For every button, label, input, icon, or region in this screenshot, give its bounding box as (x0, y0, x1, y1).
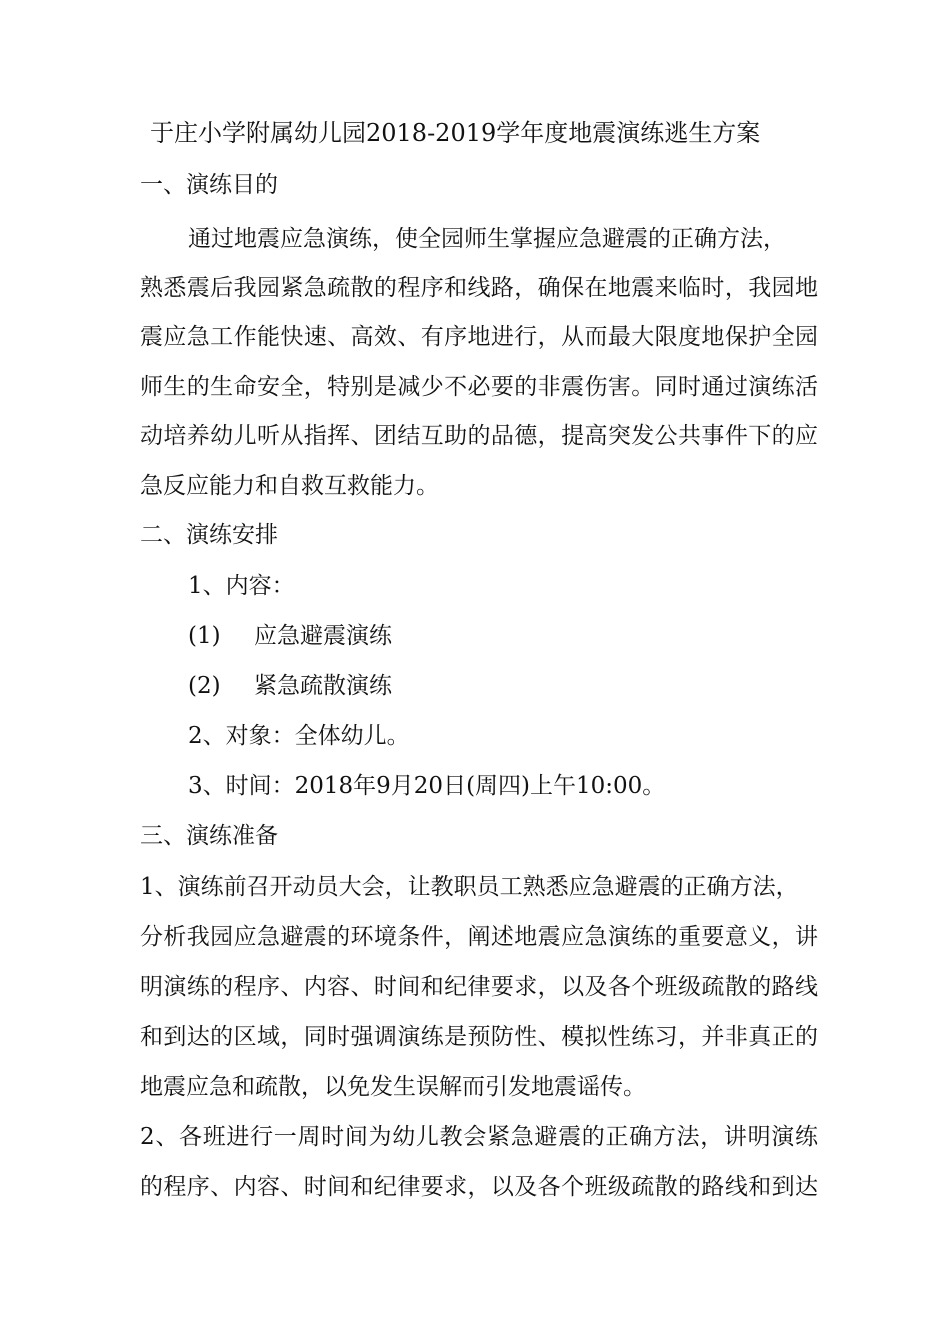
section1-para-line: 师生的生命安全，特别是减少不必要的非震伤害。同时通过演练活 (140, 374, 818, 400)
section1-para-line: 震应急工作能快速、高效、有序地进行，从而最大限度地保护全园 (140, 324, 818, 350)
section2-heading: 二、演练安排 (140, 522, 278, 548)
section3-item1-line: 和到达的区域，同时强调演练是预防性、模拟性练习，并非真正的 (140, 1024, 818, 1050)
target-line: 2、对象：全体幼儿。 (188, 723, 410, 749)
section3-item1-line: 明演练的程序、内容、时间和纪律要求，以及各个班级疏散的路线 (140, 974, 818, 1000)
section3-item1-line: 1、演练前召开动员大会，让教职员工熟悉应急避震的正确方法， (140, 874, 799, 900)
list-item-number: (2) (188, 673, 221, 699)
section3-heading: 三、演练准备 (140, 823, 278, 849)
list-item-text: 紧急疏散演练 (254, 673, 392, 699)
section1-heading: 一、演练目的 (140, 172, 278, 198)
section1-para-line: 动培养幼儿听从指挥、团结互助的品德，提高突发公共事件下的应 (140, 423, 818, 449)
time-line: 3、时间：2018年9月20日(周四)上午10:00。 (188, 773, 666, 799)
list-item-text: 应急避震演练 (254, 623, 392, 649)
content-label: 1、内容： (188, 573, 295, 599)
list-item-number: (1) (188, 623, 221, 649)
section3-item1-line: 分析我园应急避震的环境条件，阐述地震应急演练的重要意义，讲 (140, 924, 818, 950)
document-title: 于庄小学附属幼儿园2018-2019学年度地震演练逃生方案 (150, 119, 761, 147)
section1-para-line: 熟悉震后我园紧急疏散的程序和线路，确保在地震来临时，我园地 (140, 275, 818, 301)
section1-para-line: 急反应能力和自救互救能力。 (140, 473, 439, 499)
section3-item2-line: 2、各班进行一周时间为幼儿教会紧急避震的正确方法，讲明演练 (140, 1124, 818, 1150)
section1-para-line: 通过地震应急演练，使全园师生掌握应急避震的正确方法， (188, 226, 786, 252)
section3-item2-line: 的程序、内容、时间和纪律要求，以及各个班级疏散的路线和到达 (140, 1174, 818, 1200)
section3-item1-line: 地震应急和疏散，以免发生误解而引发地震谣传。 (140, 1074, 646, 1100)
